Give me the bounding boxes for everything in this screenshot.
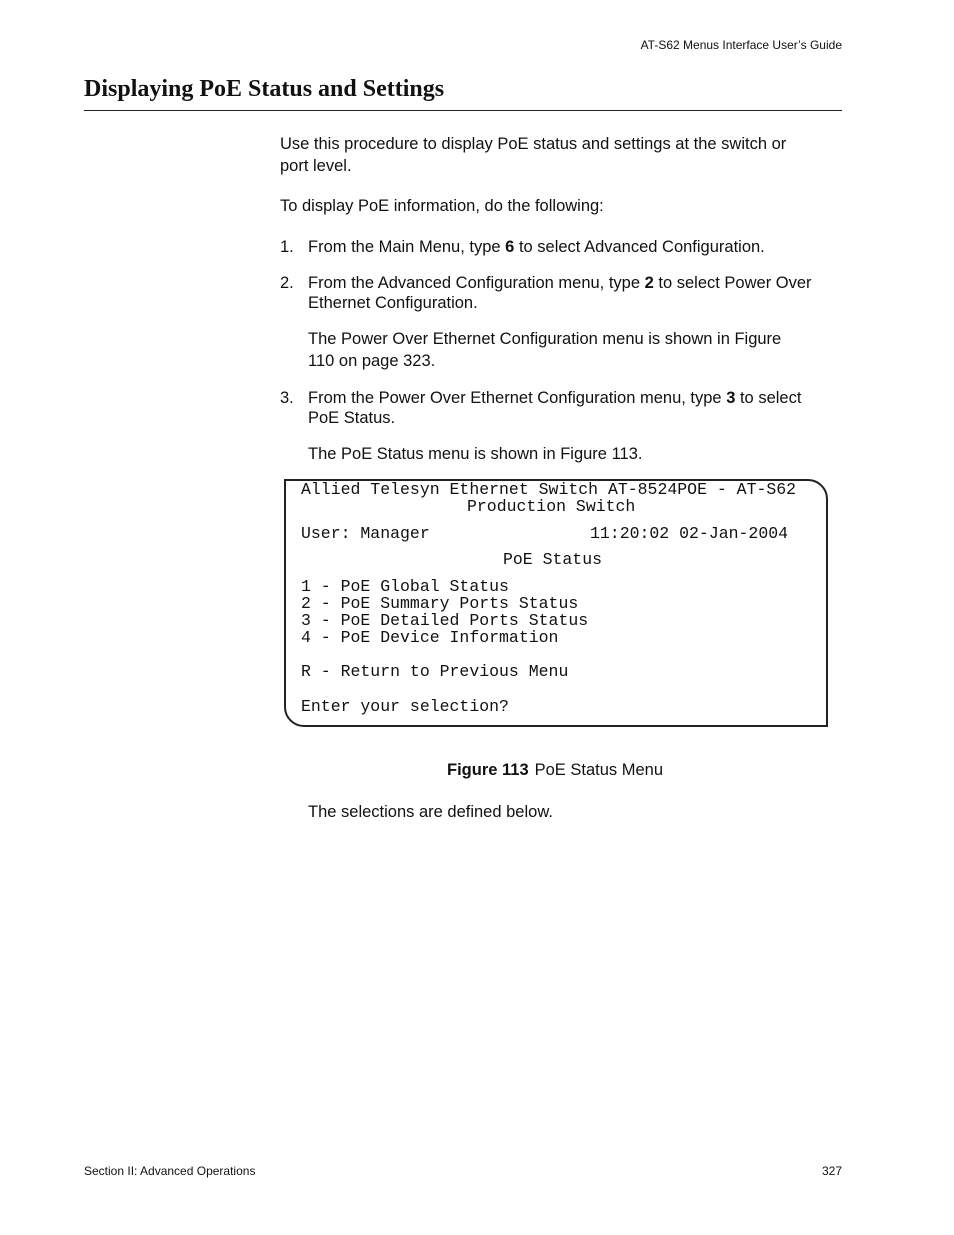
terminal-banner: Allied Telesyn Ethernet Switch AT-8524POE - AT-S62 xyxy=(301,480,797,499)
closing-text: The selections are defined below. xyxy=(308,803,553,821)
step-number: 1. xyxy=(280,238,294,256)
terminal-return-option: R - Return to Previous Menu xyxy=(301,662,569,681)
figure-caption xyxy=(447,761,663,780)
title-rule xyxy=(84,110,842,111)
running-header: AT-S62 Menus Interface User’s Guide xyxy=(640,38,842,52)
step-number: 3. xyxy=(280,389,294,407)
terminal-option: 2 - PoE Summary Ports Status xyxy=(301,594,579,613)
terminal-user: User: Manager xyxy=(301,524,430,543)
step-text: From the Advanced Configuration menu, type 2 to select Power Over Ethernet Configuration. xyxy=(308,274,812,312)
intro-line-1: Use this procedure to display PoE status and settings at the switch or xyxy=(280,135,787,153)
terminal-menu-title: PoE Status xyxy=(503,550,603,569)
step-1 xyxy=(280,237,842,257)
terminal-timestamp: 11:20:02 02-Jan-2004 xyxy=(590,524,789,543)
step-text: From the Main Menu, type 6 to select Advanced Configuration. xyxy=(308,238,765,256)
step-text: From the Power Over Ethernet Configuration menu, type 3 to select PoE Status. xyxy=(308,389,802,427)
step-3-note: The PoE Status menu is shown in Figure 113. xyxy=(308,445,643,463)
key-value: 3 xyxy=(726,389,736,407)
step-2-note: The Power Over Ethernet Configuration menu is shown in Figure 110 on page 323. xyxy=(308,330,782,370)
figure-label: Figure 113 xyxy=(447,761,529,779)
key-value: 6 xyxy=(505,238,515,256)
step-number: 2. xyxy=(280,274,294,292)
terminal-option: 4 - PoE Device Information xyxy=(301,628,559,647)
figure-caption-text: PoE Status Menu xyxy=(534,761,664,779)
intro-paragraph xyxy=(280,133,786,177)
step-2 xyxy=(280,273,842,313)
section-title: Displaying PoE Status and Settings xyxy=(84,76,445,102)
terminal-option: 1 - PoE Global Status xyxy=(301,577,509,596)
page-number: 327 xyxy=(821,1164,842,1178)
key-value: 2 xyxy=(644,274,654,292)
intro-line-2: port level. xyxy=(280,157,352,175)
terminal-option: 3 - PoE Detailed Ports Status xyxy=(301,611,589,630)
terminal-banner-subtitle: Production Switch xyxy=(467,497,636,516)
step-3 xyxy=(280,388,842,428)
footer-section: Section II: Advanced Operations xyxy=(84,1164,256,1178)
terminal-prompt: Enter your selection? xyxy=(301,697,509,716)
lead-in-text: To display PoE information, do the following: xyxy=(280,197,604,215)
